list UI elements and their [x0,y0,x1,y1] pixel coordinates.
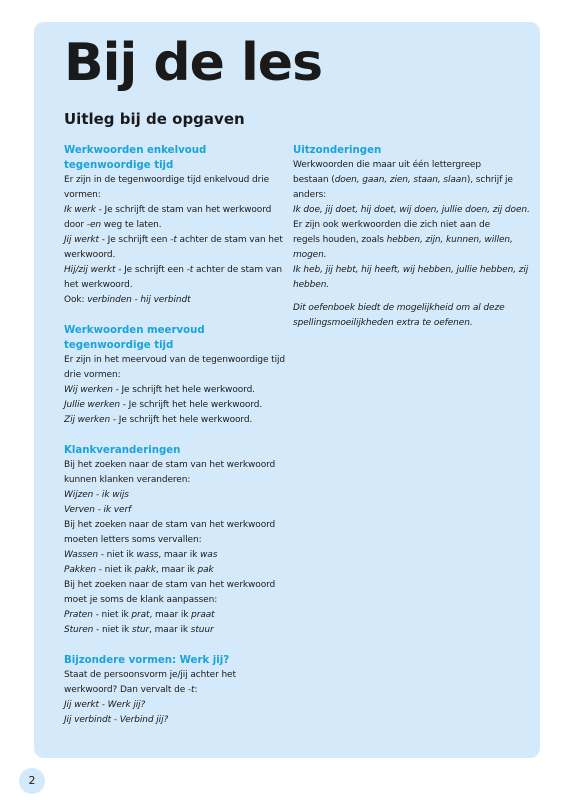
text: bestaan ( [293,175,335,185]
italic-text: Praten [64,610,93,620]
italic-text: Jij werkt [64,235,99,245]
text: kunnen klanken veranderen: [64,475,191,485]
italic-text: Zij werken [64,415,111,425]
text-line [64,503,286,518]
italic-text: Ik heb, jij hebt, hij heeft, wij hebben, jullie hebben, zij [293,265,529,275]
text: Er zijn in de tegenwoordige tijd enkelvoud drie [64,175,270,185]
left-column [64,143,286,743]
text-line [64,623,286,638]
text-line [64,173,286,188]
text-line [64,413,286,428]
italic-text: praat [191,610,215,620]
page-number: 2 [19,768,45,794]
text-line [64,563,286,578]
text-line [64,698,286,713]
text: , maar ik [155,565,198,575]
section-heading: Uitzonderingen [293,145,382,156]
italic-text: wass [136,550,159,560]
text: Staat de persoonsvorm je/jij achter het [64,670,236,680]
italic-text: hebben, zijn, kunnen, willen, [386,235,513,245]
text: Er zijn ook werkwoorden die zich niet aan de [293,220,491,230]
italic-text: -t [187,685,195,695]
page-subtitle: Uitleg bij de opgaven [64,110,245,128]
text: regels houden, zoals [293,235,387,245]
text-line [64,368,286,383]
text-line [64,533,286,548]
italic-text: prat [131,610,150,620]
text: , maar ik [149,625,191,635]
section-heading: Werkwoorden enkelvoud tegenwoordige tijd [64,145,207,171]
italic-text: Pakken [64,565,97,575]
page-title: Bij de les [64,33,323,93]
text: Werkwoorden die maar uit één lettergreep [293,160,481,170]
text: - Je schrijft een [115,265,187,275]
italic-text: Hij/zij werkt [64,265,116,275]
text: , maar ik [158,550,201,560]
text: - niet ik [97,550,137,560]
text-line [64,218,286,233]
italic-text: Jullie werken [64,400,121,410]
text: moeten letters soms vervallen: [64,535,202,545]
text-line [293,173,519,188]
text: door [64,220,87,230]
text: - niet ik [93,625,132,635]
text-line [293,158,519,173]
italic-text: Dit oefenboek biedt de mogelijkheid om al deze [293,303,505,313]
text-line [293,263,529,278]
text-line [64,578,286,593]
text: Bij het zoeken naar de stam van het werkwoord [64,580,276,590]
section [293,143,530,331]
text: achter de stam van het [176,235,283,245]
text: - Je schrijft het hele werkwoord. [112,385,255,395]
text-line [293,218,519,233]
text-line [293,278,519,293]
text-line [293,203,530,218]
text: - Je schrijft het hele werkwoord. [110,415,253,425]
text: drie vormen: [64,370,121,380]
section [64,443,286,638]
text-line [64,458,286,473]
text: achter de stam van [193,265,283,275]
text-line [64,668,286,683]
paragraph-gap [293,293,519,301]
text-line [64,248,286,263]
text: Er zijn in het meervoud van de tegenwoordige tijd [64,355,286,365]
text: vormen: [64,190,101,200]
text: het werkwoord. [64,280,133,290]
text: : [194,685,198,695]
text: moet je soms de klank aanpassen: [64,595,218,605]
text-line [64,713,286,728]
italic-text: Wijzen - ik wijs [64,490,129,500]
text: - niet ik [92,610,132,620]
text: Bij het zoeken naar de stam van het werkwoord [64,520,276,530]
text: Ook: [64,295,88,305]
section-heading: Bijzondere vormen: Werk jij? [64,655,230,666]
section [64,653,286,728]
italic-text: hebben. [293,280,330,290]
text-line [293,316,519,331]
text-line [64,608,286,623]
text-line [64,353,286,368]
italic-text: -t [186,265,194,275]
section-heading: Klankveranderingen [64,445,181,456]
text-line [64,398,286,413]
italic-text: Jij verbindt - Verbind jij? [64,715,169,725]
text-line [64,383,286,398]
text-line [64,548,286,563]
italic-text: Sturen [64,625,94,635]
text: werkwoord. [64,250,116,260]
text: weg te laten. [101,220,162,230]
italic-text: stuur [190,625,214,635]
text-line [64,233,286,248]
italic-text: stur [131,625,150,635]
text: ), schrijf je [466,175,513,185]
italic-text: mogen. [293,250,327,260]
text-line [64,188,286,203]
text: - niet ik [96,565,135,575]
italic-text: Ik werk [64,205,96,215]
text-line [293,233,519,248]
text-line [64,293,286,308]
italic-text: Ik doe, jij doet, hij doet, wij doen, jullie doen, zij doen. [293,205,530,215]
right-column [293,143,530,346]
text-line [64,473,286,488]
text-line [64,488,286,503]
text: - Je schrijft het hele werkwoord. [120,400,263,410]
italic-text: was [200,550,218,560]
text-line [293,188,519,203]
italic-text: -en [86,220,101,230]
text: anders: [293,190,327,200]
text-line [293,248,519,263]
text-line [64,518,286,533]
section [64,323,286,428]
text-line [293,301,519,316]
text: - Je schrijft een [98,235,171,245]
italic-text: -t [170,235,177,245]
text-line [64,593,286,608]
italic-text: spellingsmoeilijkheden extra te oefenen. [293,318,473,328]
text: werkwoord? Dan vervalt de [64,685,188,695]
italic-text: doen, gaan, zien, staan, slaan [334,175,467,185]
section-heading: Werkwoorden meervoud tegenwoordige tijd [64,325,205,351]
italic-text: Wassen [64,550,98,560]
text: - Je schrijft de stam van het werkwoord [95,205,272,215]
italic-text: Jij werkt - Werk jij? [64,700,146,710]
italic-text: pak [197,565,214,575]
italic-text: pakk [134,565,156,575]
text-line [64,263,286,278]
text-line [64,683,286,698]
italic-text: verbinden - hij verbindt [87,295,191,305]
italic-text: Verven - ik verf [64,505,132,515]
italic-text: Wij werken [64,385,113,395]
text: , maar ik [149,610,192,620]
text: Bij het zoeken naar de stam van het werkwoord [64,460,276,470]
text-line [64,203,286,218]
section [64,143,286,308]
text-line [64,278,286,293]
